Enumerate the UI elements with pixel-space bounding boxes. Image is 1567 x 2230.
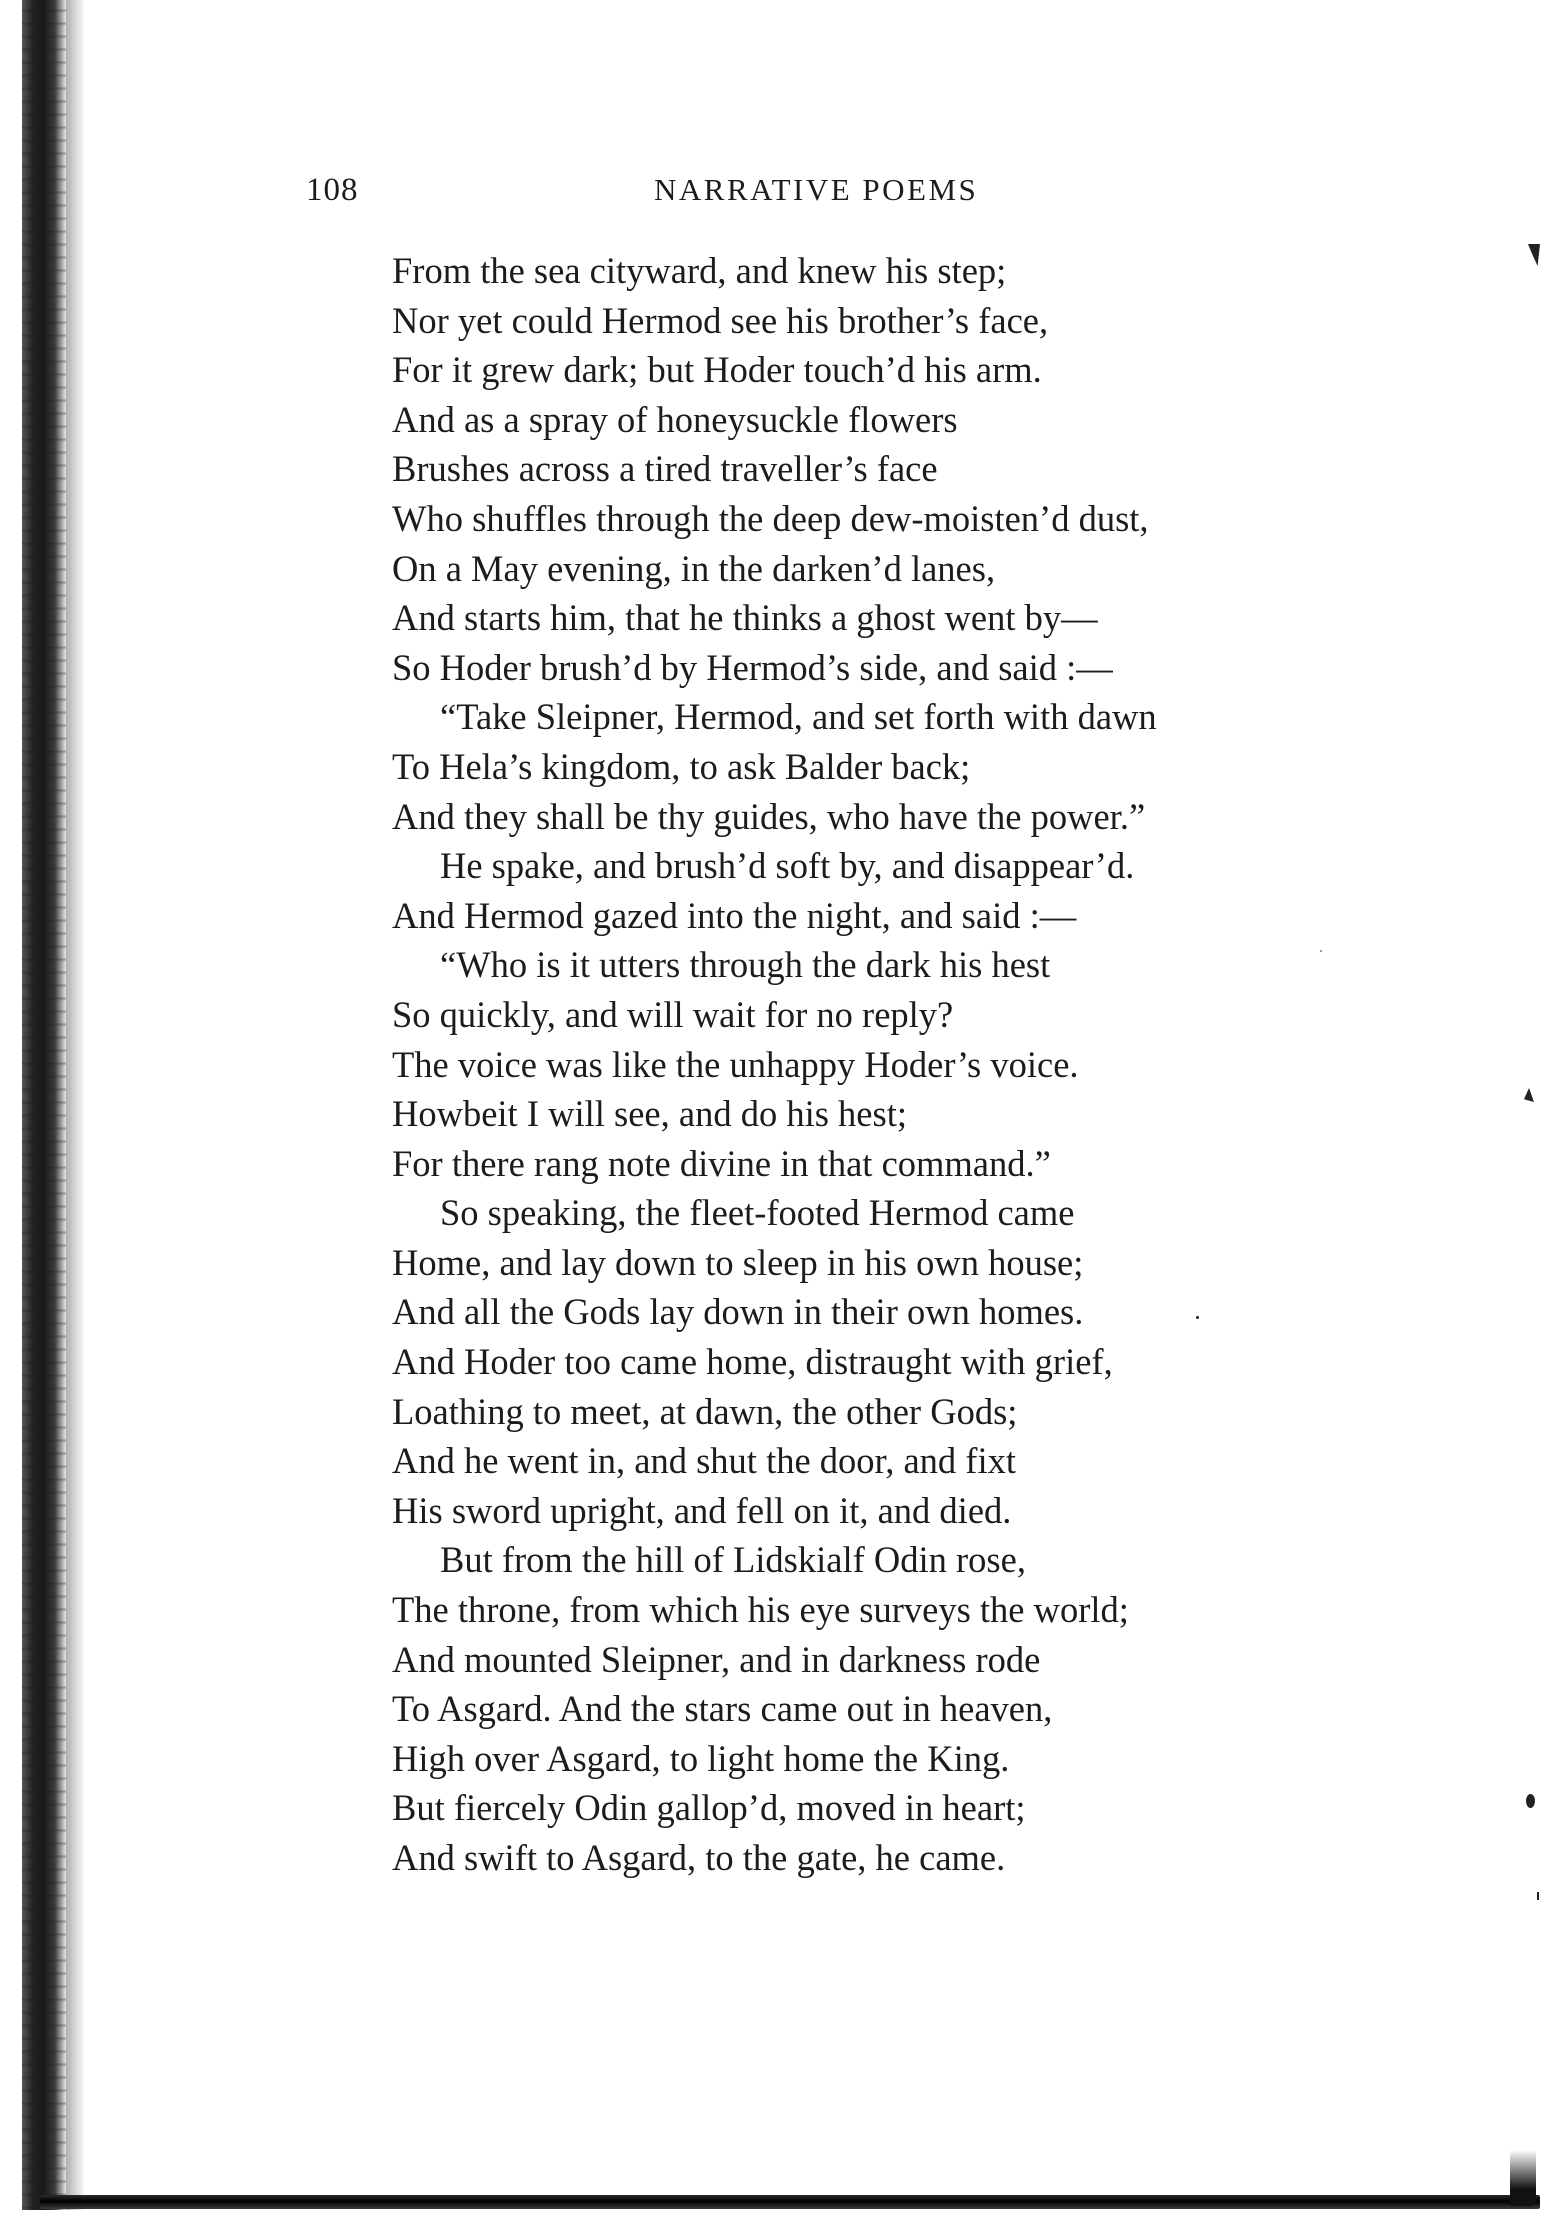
verse-line: So Hoder brush’d by Hermod’s side, and said :— (392, 646, 1113, 688)
verse-line: But from the hill of Lidskialf Odin rose, (440, 1539, 1026, 1581)
verse-line: The throne, from which his eye surveys the world; (392, 1589, 1129, 1631)
verse-line: And starts him, that he thinks a ghost went by— (392, 597, 1098, 639)
verse-line: And swift to Asgard, to the gate, he came. (392, 1837, 1006, 1878)
running-title: NARRATIVE POEMS (654, 172, 979, 207)
page-bottom-edge (40, 2195, 1540, 2209)
verse-line: And all the Gods lay down in their own homes. (392, 1291, 1084, 1333)
verse-line: He spake, and brush’d soft by, and disappear’d. (440, 845, 1135, 887)
verse-line: For it grew dark; but Hoder touch’d his arm. (392, 349, 1042, 391)
verse-line: The voice was like the unhappy Hoder’s voice. (392, 1043, 1079, 1085)
verse-line: To Asgard. And the stars came out in heaven, (392, 1688, 1053, 1730)
scan-speck (1537, 1892, 1539, 1900)
verse-line: And mounted Sleipner, and in darkness rode (392, 1638, 1041, 1680)
verse-line: And they shall be thy guides, who have the power.” (392, 795, 1146, 837)
verse-line: Howbeit I will see, and do his hest; (392, 1093, 907, 1135)
scan-speck (1524, 1088, 1534, 1102)
binding-gutter (66, 0, 84, 2210)
verse-line: Nor yet could Hermod see his brother’s face, (392, 299, 1049, 341)
verse-line: And as a spray of honeysuckle flowers (392, 398, 958, 440)
running-head (0, 168, 1567, 218)
scan-speck (1526, 1794, 1535, 1808)
verse-line: Loathing to meet, at dawn, the other Gods; (392, 1390, 1018, 1432)
verse-line: For there rang note divine in that command.” (392, 1142, 1051, 1184)
verse-line: On a May evening, in the darken’d lanes, (392, 547, 996, 589)
verse-line: Brushes across a tired traveller’s face (392, 448, 938, 490)
verse-line: “Who is it utters through the dark his hest (440, 944, 1051, 986)
verse-line: Who shuffles through the deep dew-moisten’d dust, (392, 497, 1149, 539)
verse-line: So quickly, and will wait for no reply? (392, 993, 954, 1035)
verse-line: High over Asgard, to light home the King. (392, 1737, 1010, 1779)
page-number: 108 (306, 172, 359, 208)
verse-line: To Hela’s kingdom, to ask Balder back; (392, 745, 971, 787)
verse-line: And Hermod gazed into the night, and said :— (392, 894, 1077, 936)
verse-line: From the sea cityward, and knew his step; (392, 250, 1007, 291)
binding-shadow (22, 0, 66, 2210)
verse-line: His sword upright, and fell on it, and died. (392, 1489, 1012, 1531)
verse-line: Home, and lay down to sleep in his own house; (392, 1241, 1084, 1283)
poem-text (392, 246, 1522, 1883)
verse-line: And Hoder too came home, distraught with grief, (392, 1341, 1113, 1383)
verse-line: So speaking, the fleet-footed Hermod came (440, 1192, 1075, 1234)
verse-line: And he went in, and shut the door, and fixt (392, 1440, 1016, 1482)
scan-speck (1528, 244, 1540, 266)
verse-line: But fiercely Odin gallop’d, moved in heart; (392, 1787, 1026, 1829)
verse-line: “Take Sleipner, Hermod, and set forth with dawn (440, 696, 1157, 738)
page-corner-curl (1510, 2150, 1536, 2206)
